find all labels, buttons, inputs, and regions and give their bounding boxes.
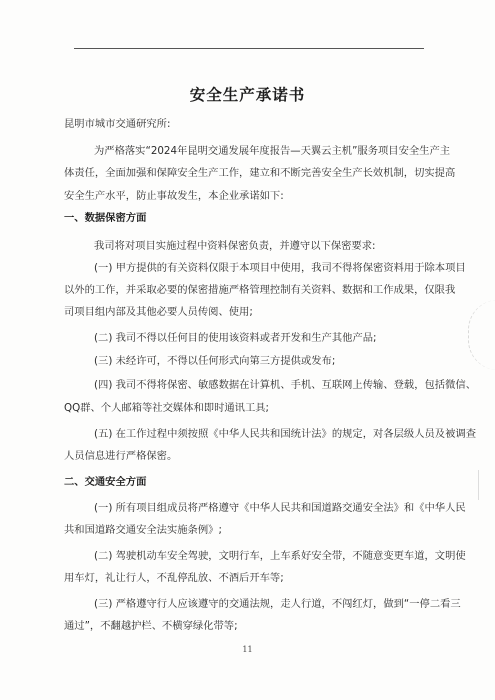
body-text-line: (四) 我司不得将保密、敏感数据在计算机、手机、互联网上传输、登载，包括微信、 xyxy=(94,379,476,391)
header-rule xyxy=(74,48,424,49)
body-text-line: 司项目组内部及其他必要人员传阅、使用; xyxy=(64,306,253,318)
body-text-line: 用车灯，礼让行人，不乱停乱放、不酒后开车等; xyxy=(64,572,284,584)
body-text-line: 安全生产水平，防止事故发生，本企业承诺如下: xyxy=(64,190,284,202)
body-text-line: 我司将对项目实施过程中资料保密负责，并遵守以下保密要求: xyxy=(94,240,376,252)
seal-stamp-fragment xyxy=(468,300,495,370)
body-text-line: 体责任，全面加强和保障安全生产工作，建立和不断完善安全生产长效机制，切实提高 xyxy=(64,167,456,179)
section-heading: 一、数据保密方面 xyxy=(64,212,147,224)
body-text-line: (一) 甲方提供的有关资料仅限于本项目中使用，我司不得将保密资料用于除本项目 xyxy=(94,262,466,274)
body-text-line: (二) 我司不得以任何目的使用该资料或者开发和生产其他产品; xyxy=(94,332,377,344)
body-text-line: 为严格落实“2024年昆明交通发展年度报告—天翼云主机”服务项目安全生产主 xyxy=(94,145,451,157)
body-text-line: 通过”，不翻越护栏、不横穿绿化带等; xyxy=(64,620,238,632)
section-heading: 二、交通安全方面 xyxy=(64,476,147,488)
body-text-line: 昆明市城市交通研究所: xyxy=(64,118,171,130)
binding-edge-mark xyxy=(478,470,479,500)
body-text-line: 人员信息进行严格保密。 xyxy=(64,450,178,462)
body-text-line: (三) 严格遵守行人应该遵守的交通法规，走人行道，不闯红灯，做到“一停二看三 xyxy=(94,598,461,610)
page-number: 11 xyxy=(242,645,253,654)
document-title: 安全生产承诺书 xyxy=(189,86,306,104)
body-text-line: (五) 在工作过程中须按照《中华人民共和国统计法》的规定，对各层级人员及被调查 xyxy=(94,428,476,440)
body-text-line: (三) 未经许可，不得以任何形式向第三方提供或发布; xyxy=(94,355,336,367)
body-text-line: (二) 驾驶机动车安全驾驶，文明行车，上车系好安全带，不随意变更车道，文明使 xyxy=(94,550,466,562)
body-text-line: 共和国道路交通安全法实施条例》; xyxy=(64,524,222,536)
body-text-line: (一) 所有项目组成员将严格遵守《中华人民共和国道路交通安全法》和《中华人民 xyxy=(94,502,466,514)
body-text-line: 以外的工作，并采取必要的保密措施严格管理控制有关资料、数据和工作成果，仅限我 xyxy=(64,284,456,296)
body-text-line: QQ群、个人邮箱等社交媒体和即时通讯工具; xyxy=(64,402,270,414)
